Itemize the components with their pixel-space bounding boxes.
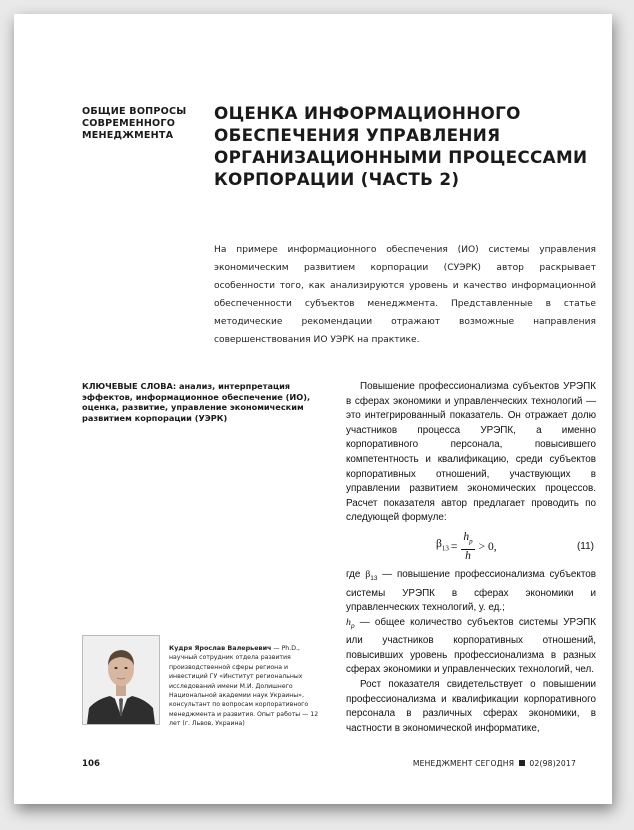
formula-fraction: [461, 531, 474, 562]
author-bio: — Ph.D., научный сотрудник отдела развития производственной сферы региона и инвестиций ГУ «Институт региональных исследований имени М.И. Долишнего Национальной академии наук Украины», консультант по вопросам корпоративного менеджмента и развития. Опыт работы — 12 лет (г. Львов, Украина): [169, 645, 319, 728]
definition-h-text: — общее количество субъектов системы УРЭПК или участников корпоративных отношений, повысивших уровень профессионализма в разных сферах экономики и управленческих технологий, чел.: [346, 616, 596, 676]
formula-numerator: [461, 531, 474, 549]
author-portrait-svg: [83, 636, 159, 724]
author-name: Кудря Ярослав Валерьевич: [169, 644, 272, 652]
definition-beta-text: — повышение профессионализма субъектов системы УРЭПК в сферах экономики и управленческих технологий, у. ед.;: [346, 568, 596, 614]
definition-h-symbol: h: [346, 616, 351, 628]
body-paragraph-1: Повышение профессионализма субъектов УРЭПК в сферах экономики и управленческих технологий — это интегрированный показатель. Он отражает долю участников процесса УРЭПК, а именно корпоративного персонала, повысившего компетентность и квалификацию, среди субъектов корпоративных отношений, участвующих в управлении развитием экономических процессов. Расчет показателя автор предлагает проводить по следующей формуле:: [346, 381, 596, 524]
formula-11: [346, 528, 596, 566]
formula-equals: =: [450, 540, 458, 553]
journal-issue: 02(98)2017: [529, 759, 576, 768]
article-body: [346, 380, 596, 736]
formula-num-sub: p: [469, 537, 473, 546]
body-paragraph-2: Рост показателя свидетельствует о повышении профессионализма и квалификации корпоративного персонала в различных сферах экономики, в частности в экономической информатике,: [346, 679, 596, 734]
formula-number: (11): [576, 540, 594, 552]
square-bullet-icon: [519, 760, 525, 766]
definition-h-sub: p: [350, 622, 355, 630]
author-portrait-icon: [82, 635, 160, 725]
formula-denominator: h: [465, 549, 471, 562]
formula-lhs: [436, 537, 449, 556]
definition-prefix: где: [346, 568, 361, 580]
section-rubric: ОБЩИЕ ВОПРОСЫ СОВРЕМЕННОГО МЕНЕДЖМЕНТА: [82, 106, 187, 141]
journal-name: МЕНЕДЖМЕНТ СЕГОДНЯ: [412, 759, 515, 768]
keywords: КЛЮЧЕВЫЕ СЛОВА: анализ, интерпретация эффектов, информационное обеспечение (ИО), оценка, развитие, управление экономическим развитием корпорации (УЭРК): [82, 381, 311, 423]
formula-lhs-symbol: β: [436, 538, 442, 551]
definition-beta-sub: 13: [370, 574, 378, 582]
formula-num-symbol: h: [463, 531, 470, 544]
formula-lhs-sub: 13: [441, 544, 449, 553]
article-abstract: На примере информационного обеспечения (ИО) системы управления экономическим развитием корпорации (СУЭРК) автор раскрывает особенности того, как анализируются уровень и качество информационной обеспеченности субъектов менеджмента. Представленные в статье методические рекомендации отражают возможные направления совершенствования ИО УЭРК на практике.: [214, 245, 596, 345]
author-info: [169, 644, 319, 729]
definition-h: [346, 616, 596, 678]
journal-page: [14, 14, 612, 804]
journal-footer: [413, 759, 576, 768]
definition-beta-symbol: β: [365, 568, 371, 580]
definition-beta: [346, 568, 596, 616]
article-title: ОЦЕНКА ИНФОРМАЦИОННОГО ОБЕСПЕЧЕНИЯ УПРАВЛЕНИЯ ОРГАНИЗАЦИОННЫМИ ПРОЦЕССАМИ КОРПОРАЦИИ (ЧАСТЬ 2): [214, 103, 588, 189]
page-number: 106: [82, 759, 100, 769]
formula-rhs: > 0,: [478, 540, 497, 553]
